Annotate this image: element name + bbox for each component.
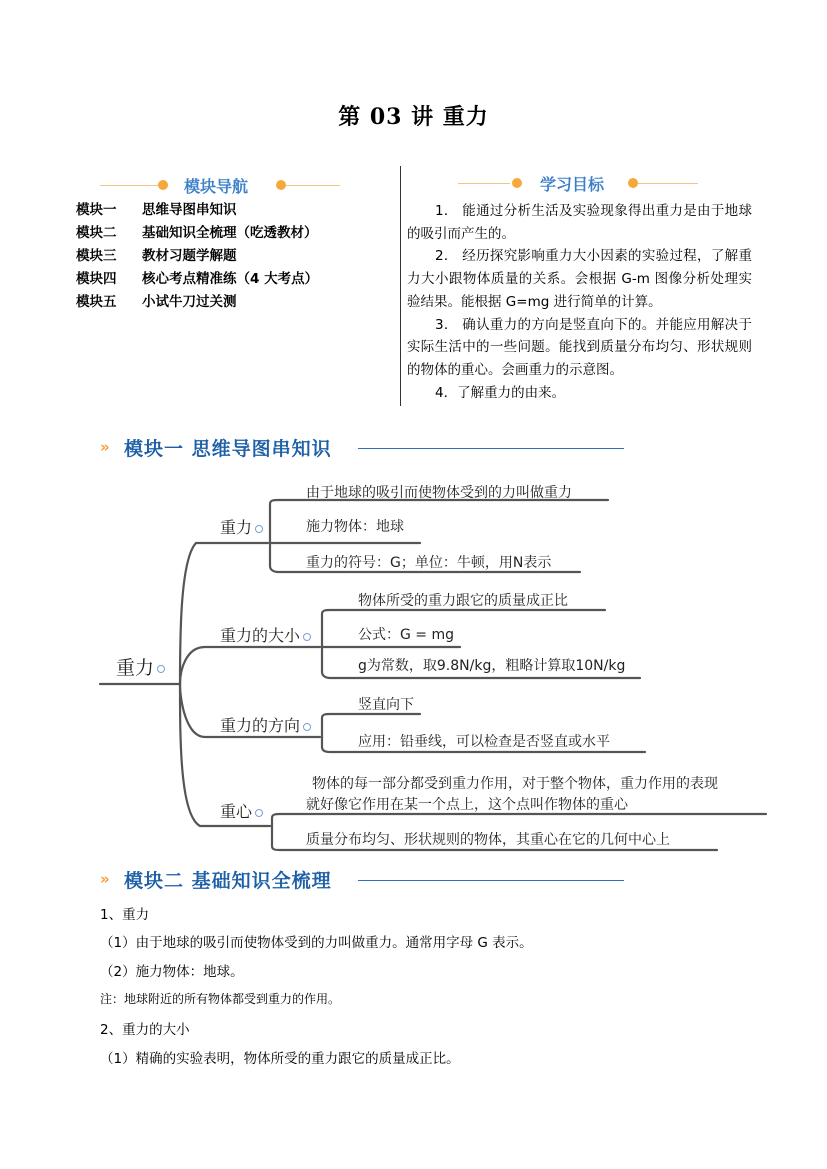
mindmap-branch: 重力的大小 (220, 623, 311, 646)
mindmap-leaf: 质量分布均匀、形状规则的物体，其重心在它的几何中心上 (306, 832, 670, 848)
goal-item: 4．了解重力的由来。 (435, 384, 566, 401)
goal-item: 3． 确认重力的方向是竖直向下的。并能应用解决于实际生活中的一些问题。能找到质量分布均匀、形状规则的物体的重心。会画重力的示意图。 (407, 316, 752, 378)
mindmap-leaf: 物体所受的重力跟它的质量成正比 (358, 593, 568, 609)
module2-header (100, 866, 625, 892)
section-heading: 1、重力 (100, 907, 150, 923)
nav-item[interactable]: 模块一 思维导图串知识 (76, 202, 237, 218)
mindmap-root: 重力 (116, 653, 165, 680)
nav-item[interactable]: 模块二 基础知识全梳理（吃透教材） (76, 225, 318, 241)
nav-header-text: 模块导航 (184, 177, 249, 196)
mindmap-leaf: g为常数，取9.8N/kg，粗略计算取10N/kg (358, 658, 626, 674)
mindmap-leaf: 物体的每一部分都受到重力作用，对于整个物体，重力作用的表现 (312, 776, 718, 792)
paragraph: （2）施力物体：地球。 (100, 964, 244, 980)
nav-item[interactable]: 模块三 教材习题学解题 (76, 248, 237, 264)
note: 注：地球附近的所有物体都受到重力的作用。 (100, 992, 341, 1006)
mindmap-leaf: 由于地球的吸引而使物体受到的力叫做重力 (306, 485, 572, 501)
mindmap-leaf: 施力物体：地球 (306, 519, 404, 535)
paragraph: （1）精确的实验表明，物体所受的重力跟它的质量成正比。 (100, 1051, 460, 1067)
double-arrow-icon: » (100, 870, 106, 888)
nav-item[interactable]: 模块四 核心考点精准练（4 大考点） (76, 271, 319, 287)
mindmap-leaf: 竖直向下 (358, 697, 414, 713)
mindmap-leaf: 就好像它作用在某一个点上，这个点叫作物体的重心 (306, 797, 628, 813)
goal-item: 1． 能通过分析生活及实验现象得出重力是由于地球的吸引而产生的。 (407, 203, 752, 242)
nav-item[interactable]: 模块五 小试牛刀过关测 (76, 294, 237, 310)
mindmap-leaf: 应用：铅垂线，可以检查是否竖直或水平 (358, 734, 610, 750)
double-arrow-icon: » (100, 438, 106, 456)
page-title: 第 03 讲 重力 (338, 104, 489, 130)
mindmap-branch: 重力的方向 (220, 713, 311, 736)
goals-header-text: 学习目标 (540, 175, 605, 194)
mindmap-branch: 重心 (220, 799, 263, 822)
mindmap-leaf: 重力的符号：G；单位：牛顿，用N表示 (306, 555, 552, 571)
module1-title: 模块一 思维导图串知识 (124, 438, 332, 460)
mindmap-leaf: 公式：G = mg (358, 627, 455, 643)
section-heading: 2、重力的大小 (100, 1022, 190, 1038)
module2-title: 模块二 基础知识全梳理 (124, 870, 332, 892)
paragraph: （1）由于地球的吸引而使物体受到的力叫做重力。通常用字母 G 表示。 (100, 935, 533, 951)
mindmap-branch: 重力 (220, 515, 263, 538)
goal-item: 2． 经历探究影响重力大小因素的实验过程，了解重力大小跟物体质量的关系。会根据 G-m 图像分析处理实验结果。能根据 G=mg 进行简单的计算。 (407, 248, 752, 310)
